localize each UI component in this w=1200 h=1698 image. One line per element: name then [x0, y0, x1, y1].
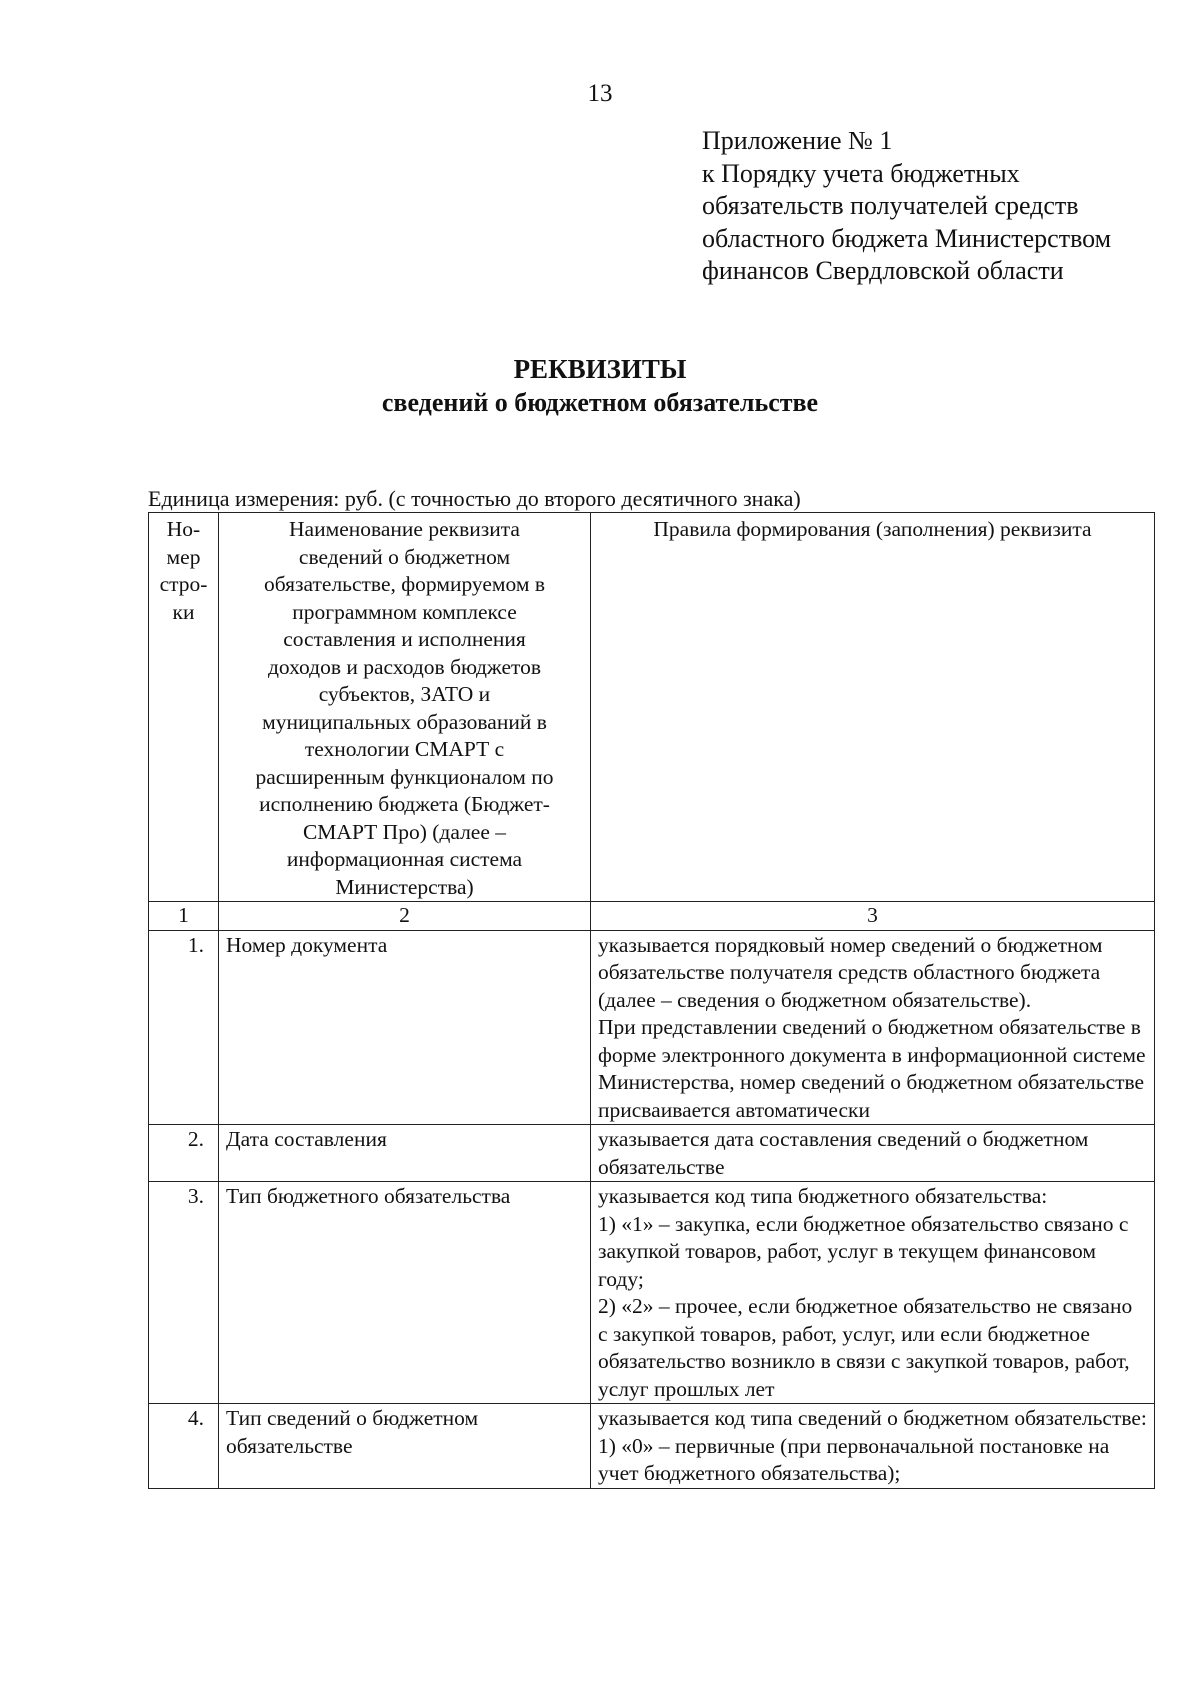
title-subtitle: сведений о бюджетном обязательстве — [381, 388, 819, 417]
requisites-table — [148, 512, 1155, 1489]
appendix-line: Приложение № 1 — [702, 126, 893, 155]
row-number: 1. — [149, 930, 219, 1125]
row-number: 2. — [149, 1125, 219, 1182]
rule-paragraph: указывается порядковый номер сведений о бюджетном обязательстве получателя средств областного бюджета (далее – сведения о бюджетном обязательстве). — [598, 932, 1103, 1012]
unit-of-measure: Единица измерения: руб. (с точностью до второго десятичного знака) — [148, 486, 801, 511]
filling-rules — [591, 930, 1155, 1125]
document-title — [0, 352, 1200, 420]
table-header-row — [149, 513, 1155, 902]
appendix-line: обязательств получателей средств — [702, 191, 1079, 220]
column-number: 3 — [591, 902, 1155, 931]
filling-rules — [591, 1125, 1155, 1182]
page-number: 13 — [587, 80, 613, 107]
table-row — [149, 930, 1155, 1125]
title-main: РЕКВИЗИТЫ — [513, 354, 687, 384]
rule-paragraph: 1) «0» – первичные (при первоначальной постановке на учет бюджетного обязательства); — [598, 1433, 1110, 1485]
appendix-note — [702, 125, 1111, 288]
header-row-number: Но- мер стро- ки — [149, 513, 219, 902]
header-requisite-name: Наименование реквизита сведений о бюджетном обязательстве, формируемом в программном комплексе составления и исполнения доходов и расходов бюджетов субъектов, ЗАТО и муниципальных образований в технологии СМАРТ с расширенным функционалом по исполнению бюджета (Бюджет- СМАРТ Про) (далее – информационная система Министерства) — [219, 513, 591, 902]
appendix-line: к Порядку учета бюджетных — [702, 158, 1020, 188]
filling-rules — [591, 1182, 1155, 1404]
column-number: 2 — [219, 902, 591, 931]
requisite-name: Тип бюджетного обязательства — [219, 1182, 591, 1404]
column-number: 1 — [149, 902, 219, 931]
requisite-name: Дата составления — [219, 1125, 591, 1182]
appendix-line: областного бюджета Министерством — [702, 223, 1112, 253]
table-column-numbers-row — [149, 902, 1155, 931]
rule-paragraph: указывается дата составления сведений о бюджетном обязательстве — [598, 1127, 1089, 1179]
table-row — [149, 1404, 1155, 1489]
table-row — [149, 1182, 1155, 1404]
filling-rules — [591, 1404, 1155, 1489]
rule-paragraph: При представлении сведений о бюджетном обязательстве в форме электронного документа в информационной системе Министерства, номер сведений о бюджетном обязательстве присваивается автоматически — [598, 1015, 1146, 1122]
rule-paragraph: указывается код типа сведений о бюджетном обязательстве: — [598, 1406, 1147, 1430]
rule-paragraph: 1) «1» – закупка, если бюджетное обязательство связано с закупкой товаров, работ, услуг в текущем финансовом году; — [598, 1211, 1129, 1291]
requisite-name: Тип сведений о бюджетном обязательстве — [219, 1404, 591, 1489]
appendix-line: финансов Свердловской области — [702, 256, 1064, 285]
header-filling-rules: Правила формирования (заполнения) реквизита — [591, 513, 1155, 902]
rule-paragraph: 2) «2» – прочее, если бюджетное обязательство не связано с закупкой товаров, работ, услуг, или если бюджетное обязательство возникло в связи с закупкой товаров, работ, услуг прошлых лет — [598, 1294, 1133, 1401]
row-number: 4. — [149, 1404, 219, 1489]
row-number: 3. — [149, 1182, 219, 1404]
rule-paragraph: указывается код типа бюджетного обязательства: — [598, 1184, 1048, 1208]
table-row — [149, 1125, 1155, 1182]
requisite-name: Номер документа — [219, 930, 591, 1125]
